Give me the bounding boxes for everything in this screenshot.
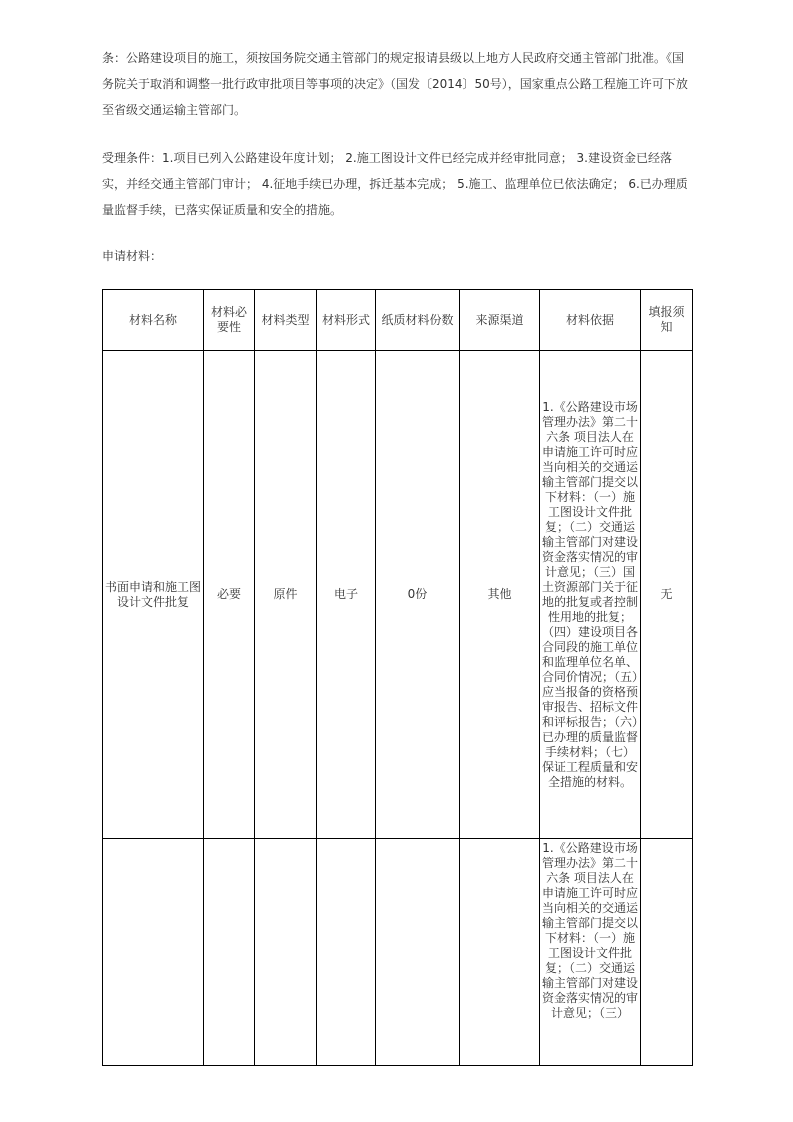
header-necessity: 材料必要性 xyxy=(204,290,255,351)
cell-material-type: 原件 xyxy=(255,351,317,839)
table-row xyxy=(103,839,693,1066)
cell-material-form xyxy=(317,839,376,1066)
cell-material-name: 书面申请和施工图设计文件批复 xyxy=(103,351,204,839)
header-paper-copies: 纸质材料份数 xyxy=(376,290,460,351)
cell-necessity: 必要 xyxy=(204,351,255,839)
cell-source xyxy=(460,839,540,1066)
cell-basis: 1.《公路建设市场管理办法》第二十六条 项目法人在申请施工许可时应当向相关的交通运输主管部门提交以下材料：（一）施工图设计文件批复；（二）交通运输主管部门对建设资金落实情况的审计意见；（三）国土资源部门关于征地的批复或者控制性用地的批复；（四）建设项目各合同段的施工单位和监理单位名单、合同价情况；（五）应当报备的资格预审报告、招标文件和评标报告；（六）已办理的质量监督手续材料；（七）保证工程质量和安全措施的材料。 xyxy=(540,351,641,839)
header-material-form: 材料形式 xyxy=(317,290,376,351)
header-material-name: 材料名称 xyxy=(103,290,204,351)
cell-notes xyxy=(641,839,693,1066)
header-notes: 填报须知 xyxy=(641,290,693,351)
cell-basis: 1.《公路建设市场管理办法》第二十六条 项目法人在申请施工许可时应当向相关的交通运输主管部门提交以下材料：（一）施工图设计文件批复；（二）交通运输主管部门对建设资金落实情况的审计意见；（三） xyxy=(540,839,641,1066)
cell-necessity xyxy=(204,839,255,1066)
cell-paper-copies: 0份 xyxy=(376,351,460,839)
cell-material-type xyxy=(255,839,317,1066)
materials-heading: 申请材料： xyxy=(102,249,163,263)
cell-paper-copies xyxy=(376,839,460,1066)
header-basis: 材料依据 xyxy=(540,290,641,351)
intro-paragraph: 条：公路建设项目的施工，须按国务院交通主管部门的规定报请县级以上地方人民政府交通主管部门批准。《国务院关于取消和调整一批行政审批项目等事项的决定》（国发〔2014〕50号），国家重点公路工程施工许可下放至省级交通运输主管部门。 xyxy=(102,51,688,117)
cell-notes: 无 xyxy=(641,351,693,839)
acceptance-conditions: 受理条件：1.项目已列入公路建设年度计划； 2.施工图设计文件已经完成并经审批同意； 3.建设资金已经落实，并经交通主管部门审计； 4.征地手续已办理，拆迁基本完成； 5.施工、监理单位已依法确定； 6.已办理质量监督手续，已落实保证质量和安全的措施。 xyxy=(102,151,688,217)
table-header-row xyxy=(103,290,693,351)
table-row xyxy=(103,351,693,839)
materials-table xyxy=(102,289,693,1066)
cell-source: 其他 xyxy=(460,351,540,839)
header-material-type: 材料类型 xyxy=(255,290,317,351)
page-bottom-margin xyxy=(0,1074,793,1122)
cell-material-form: 电子 xyxy=(317,351,376,839)
header-source: 来源渠道 xyxy=(460,290,540,351)
cell-material-name xyxy=(103,839,204,1066)
